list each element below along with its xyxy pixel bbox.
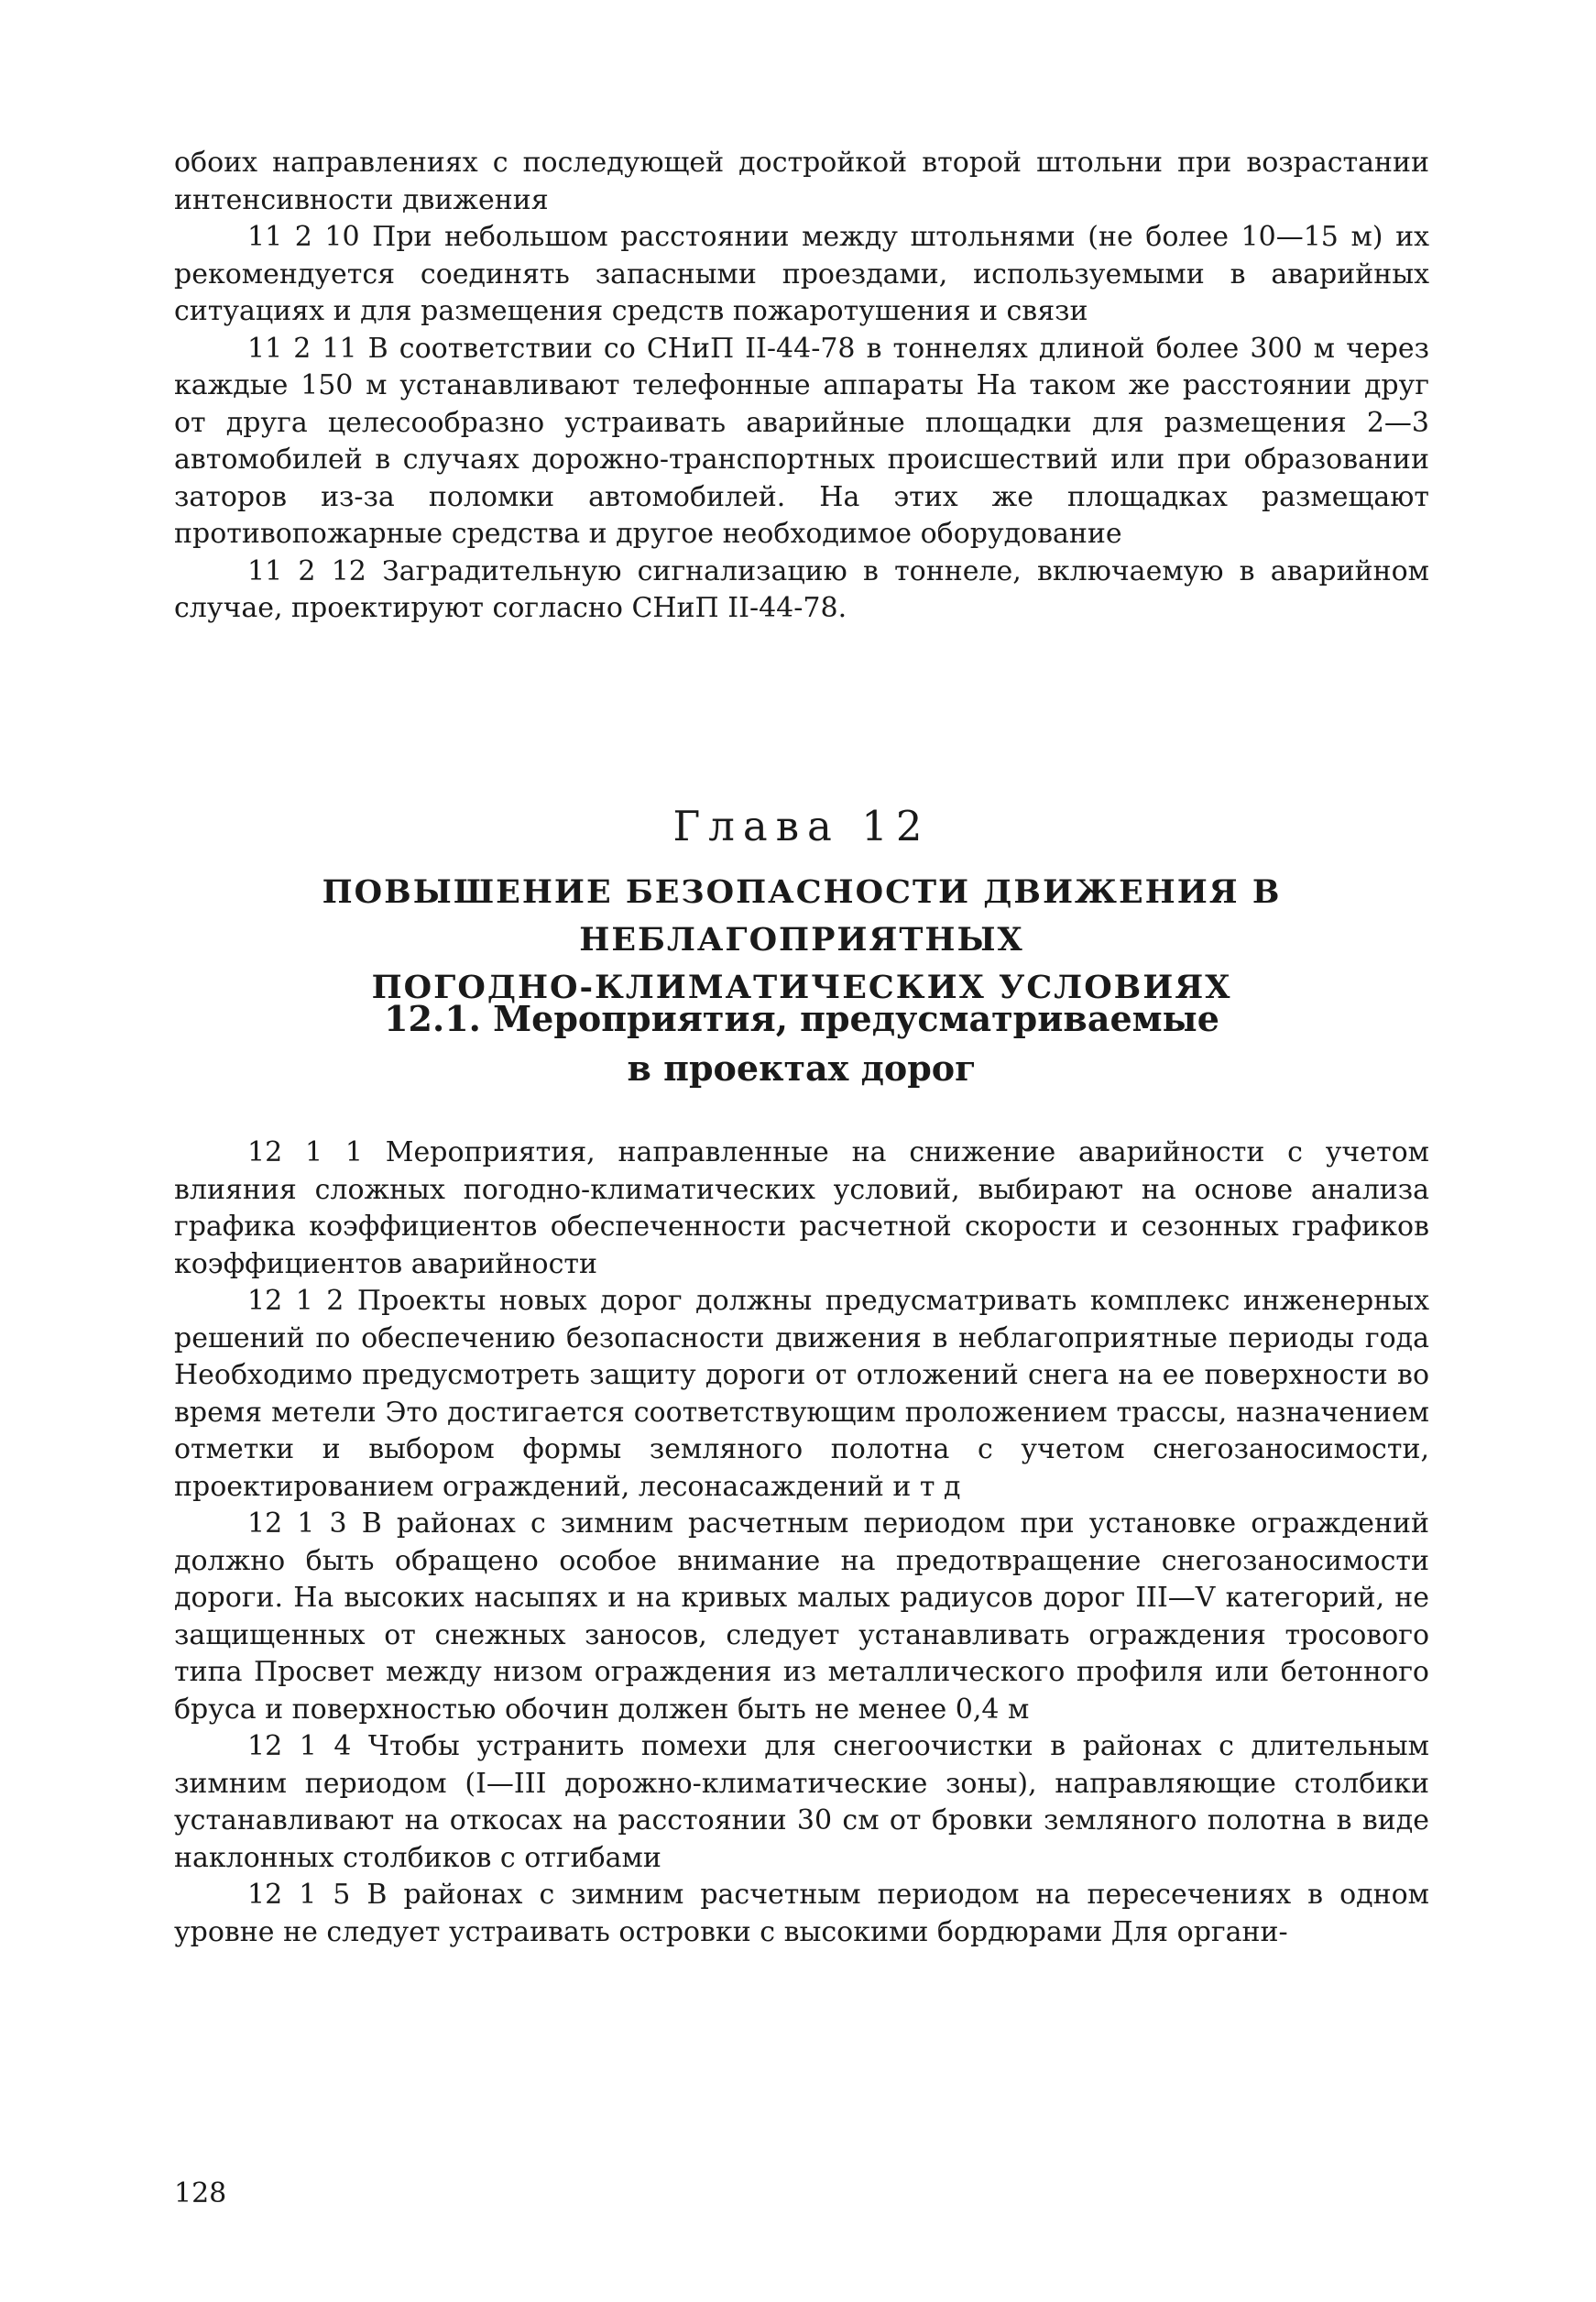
section-title-line-1: 12.1. Мероприятия, предусматриваемые	[384, 998, 1219, 1039]
chapter-title-line-1: ПОВЫШЕНИЕ БЕЗОПАСНОСТИ ДВИЖЕНИЯ В НЕБЛАГОПРИЯТНЫХ	[322, 873, 1282, 959]
page-number: 128	[174, 2177, 227, 2209]
bottom-text-block	[174, 1135, 1429, 1951]
chapter-title-line-2: ПОГОДНО-КЛИМАТИЧЕСКИХ УСЛОВИЯХ	[371, 969, 1232, 1006]
paragraph-continuation: обоих направлениях с последующей достройкой второй штольни при возрастании интенсивности движения	[174, 147, 1429, 216]
chapter-label: Глава 12	[672, 802, 931, 850]
paragraph-12-1-1: 12 1 1 Мероприятия, направленные на снижение аварийности с учетом влияния сложных погодно-климатических условий, выбирают на основе анализа графика коэффициентов обеспеченности расчетной скорости и сезонных графиков коэффициентов аварийности	[174, 1136, 1429, 1280]
section-title-line-2: в проектах дорог	[627, 1047, 977, 1089]
chapter-title	[174, 869, 1429, 1012]
top-text-block	[174, 145, 1429, 628]
section-title	[174, 994, 1429, 1093]
paragraph-12-1-3: 12 1 3 В районах с зимним расчетным периодом при установке ограждений должно быть обращено особое внимание на предотвращение снегозаносимости дороги. На высоких насыпях и на кривых малых радиусов дорог III—V категорий, не защищенных от снежных заносов, следует устанавливать ограждения тросового типа Просвет между низом ограждения из металлического профиля или бетонного бруса и поверхностью обочин должен быть не менее 0,4 м	[174, 1507, 1429, 1726]
paragraph-12-1-2: 12 1 2 Проекты новых дорог должны предусматривать комплекс инженерных решений по обеспечению безопасности движения в неблагоприятные периоды года Необходимо предусмотреть защиту дороги от отложений снега на ее поверхности во время метели Это достигается соответствующим проложением трассы, назначением отметки и выбором формы земляного полотна с учетом снегозаносимости, проектированием ограждений, лесонасаждений и т д	[174, 1285, 1429, 1503]
paragraph-12-1-5: 12 1 5 В районах с зимним расчетным периодом на пересечениях в одном уровне не следует устраивать островки с высокими бордюрами Для органи-	[174, 1879, 1429, 1948]
paragraph-12-1-4: 12 1 4 Чтобы устранить помехи для снегоочистки в районах с длительным зимним периодом (I—III дорожно-климатические зоны), направляющие столбики устанавливают на откосах на расстоянии 30 см от бровки земляного полотна в виде наклонных столбиков с отгибами	[174, 1730, 1429, 1874]
paragraph-11-2-10: 11 2 10 При небольшом расстоянии между штольнями (не более 10—15 м) их рекомендуется соединять запасными проездами, используемыми в аварийных ситуациях и для размещения средств пожаротушения и связи	[174, 221, 1429, 327]
paragraph-11-2-12: 11 2 12 Заградительную сигнализацию в тоннеле, включаемую в аварийном случае, проектируют согласно СНиП II-44-78.	[174, 554, 1429, 624]
paragraph-11-2-11: 11 2 11 В соответствии со СНиП II-44-78 в тоннелях длиной более 300 м через каждые 150 м устанавливают телефонные аппараты На таком же расстоянии друг от друга целесообразно устраивать аварийные площадки для размещения 2—3 автомобилей в случаях дорожно-транспортных происшествий или при образовании заторов из-за поломки автомобилей. На этих же площадках размещают противопожарные средства и другое необходимое оборудование	[174, 332, 1429, 550]
